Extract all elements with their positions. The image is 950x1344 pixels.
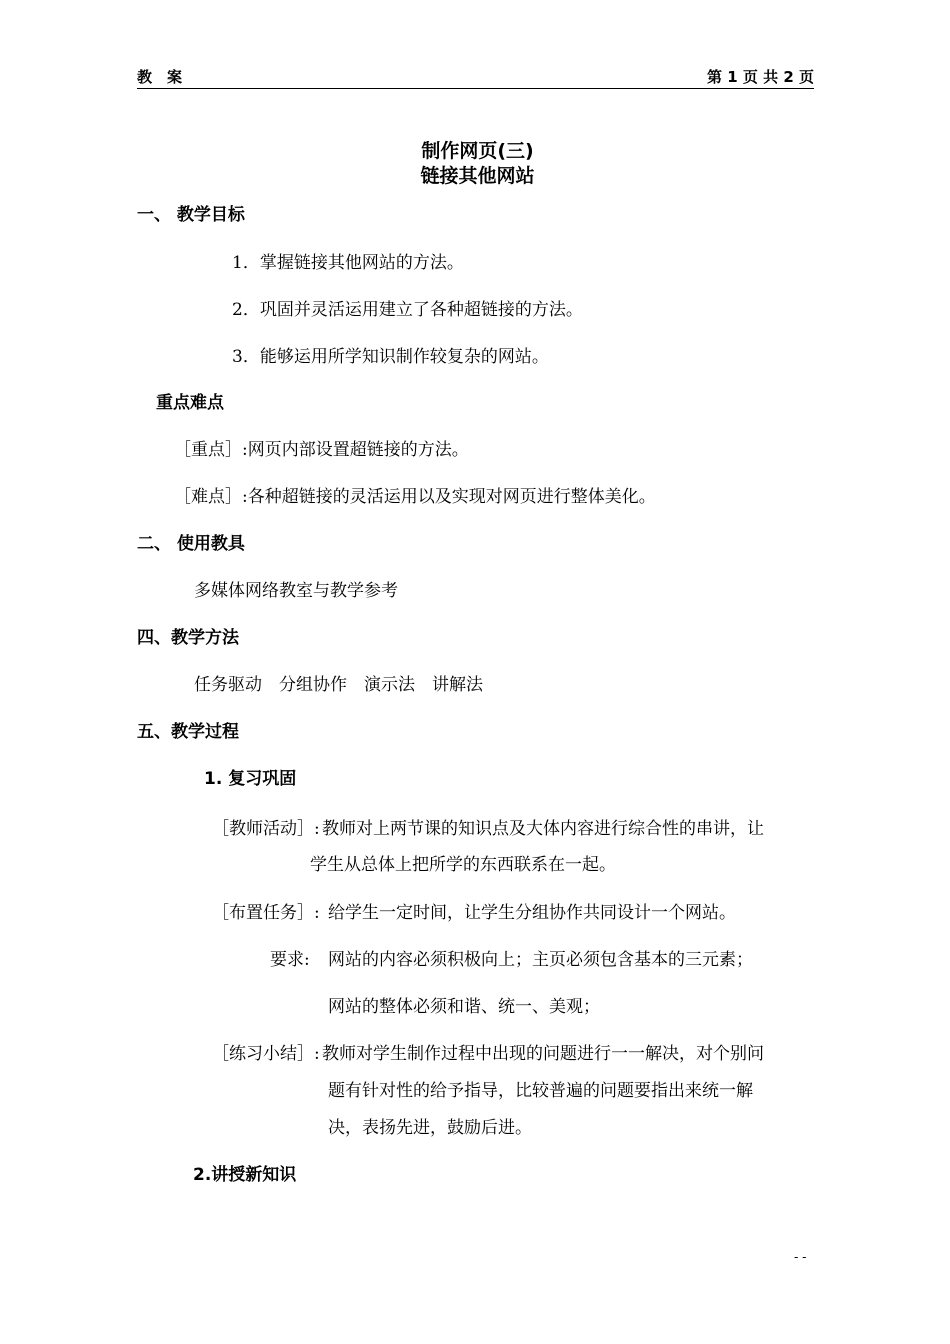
teacher-activity-label: ［教师活动］:	[212, 819, 320, 839]
page-footer: - -	[794, 1250, 807, 1264]
tools-text: 多媒体网络教室与教学参考	[194, 581, 398, 601]
assign-task-label: ［布置任务］:	[212, 903, 320, 923]
summary-text-cont: 决，表扬先进，鼓励后进。	[328, 1118, 532, 1138]
page-subtitle: 链接其他网站	[420, 165, 535, 187]
objective-item: 3．能够运用所学知识制作较复杂的网站。	[232, 347, 549, 367]
step-review-heading: 1. 复习巩固	[204, 769, 297, 789]
assign-task-text: 给学生一定时间，让学生分组协作共同设计一个网站。	[328, 903, 736, 923]
objective-item: 1．掌握链接其他网站的方法。	[232, 253, 464, 273]
teacher-activity-text: 教师对上两节课的知识点及大体内容进行综合性的串讲，让	[322, 819, 764, 839]
summary-text: 教师对学生制作过程中出现的问题进行一一解决，对个别问	[322, 1044, 764, 1064]
teacher-activity-text-cont: 学生从总体上把所学的东西联系在一起。	[310, 855, 616, 875]
section-tools-heading: 二、 使用教具	[137, 534, 245, 554]
step-new-knowledge-heading: 2.讲授新知识	[193, 1165, 297, 1185]
summary-text-cont: 题有针对性的给予指导，比较普遍的问题要指出来统一解	[328, 1081, 753, 1101]
page-title: 制作网页(三)	[421, 140, 534, 162]
requirements-label: 要求:	[270, 950, 310, 970]
difficult-point-text: ［难点］:各种超链接的灵活运用以及实现对网页进行整体美化。	[174, 487, 656, 507]
summary-label: ［练习小结］:	[212, 1044, 320, 1064]
section-methods-heading: 四、教学方法	[137, 628, 239, 648]
header-page-number: 第 1 页 共 2 页	[707, 68, 814, 86]
header-rule	[137, 88, 814, 89]
section-objectives-heading: 一、 教学目标	[137, 205, 245, 225]
requirements-text: 网站的内容必须积极向上；主页必须包含基本的三元素；	[328, 950, 753, 970]
key-point-text: ［重点］:网页内部设置超链接的方法。	[174, 440, 469, 460]
header-left: 教 案	[137, 68, 183, 86]
methods-text: 任务驱动 分组协作 演示法 讲解法	[194, 675, 483, 695]
key-points-heading: 重点难点	[156, 393, 224, 413]
section-process-heading: 五、教学过程	[137, 722, 239, 742]
requirements-text-cont: 网站的整体必须和谐、统一、美观；	[328, 997, 600, 1017]
objective-item: 2．巩固并灵活运用建立了各种超链接的方法。	[232, 300, 583, 320]
